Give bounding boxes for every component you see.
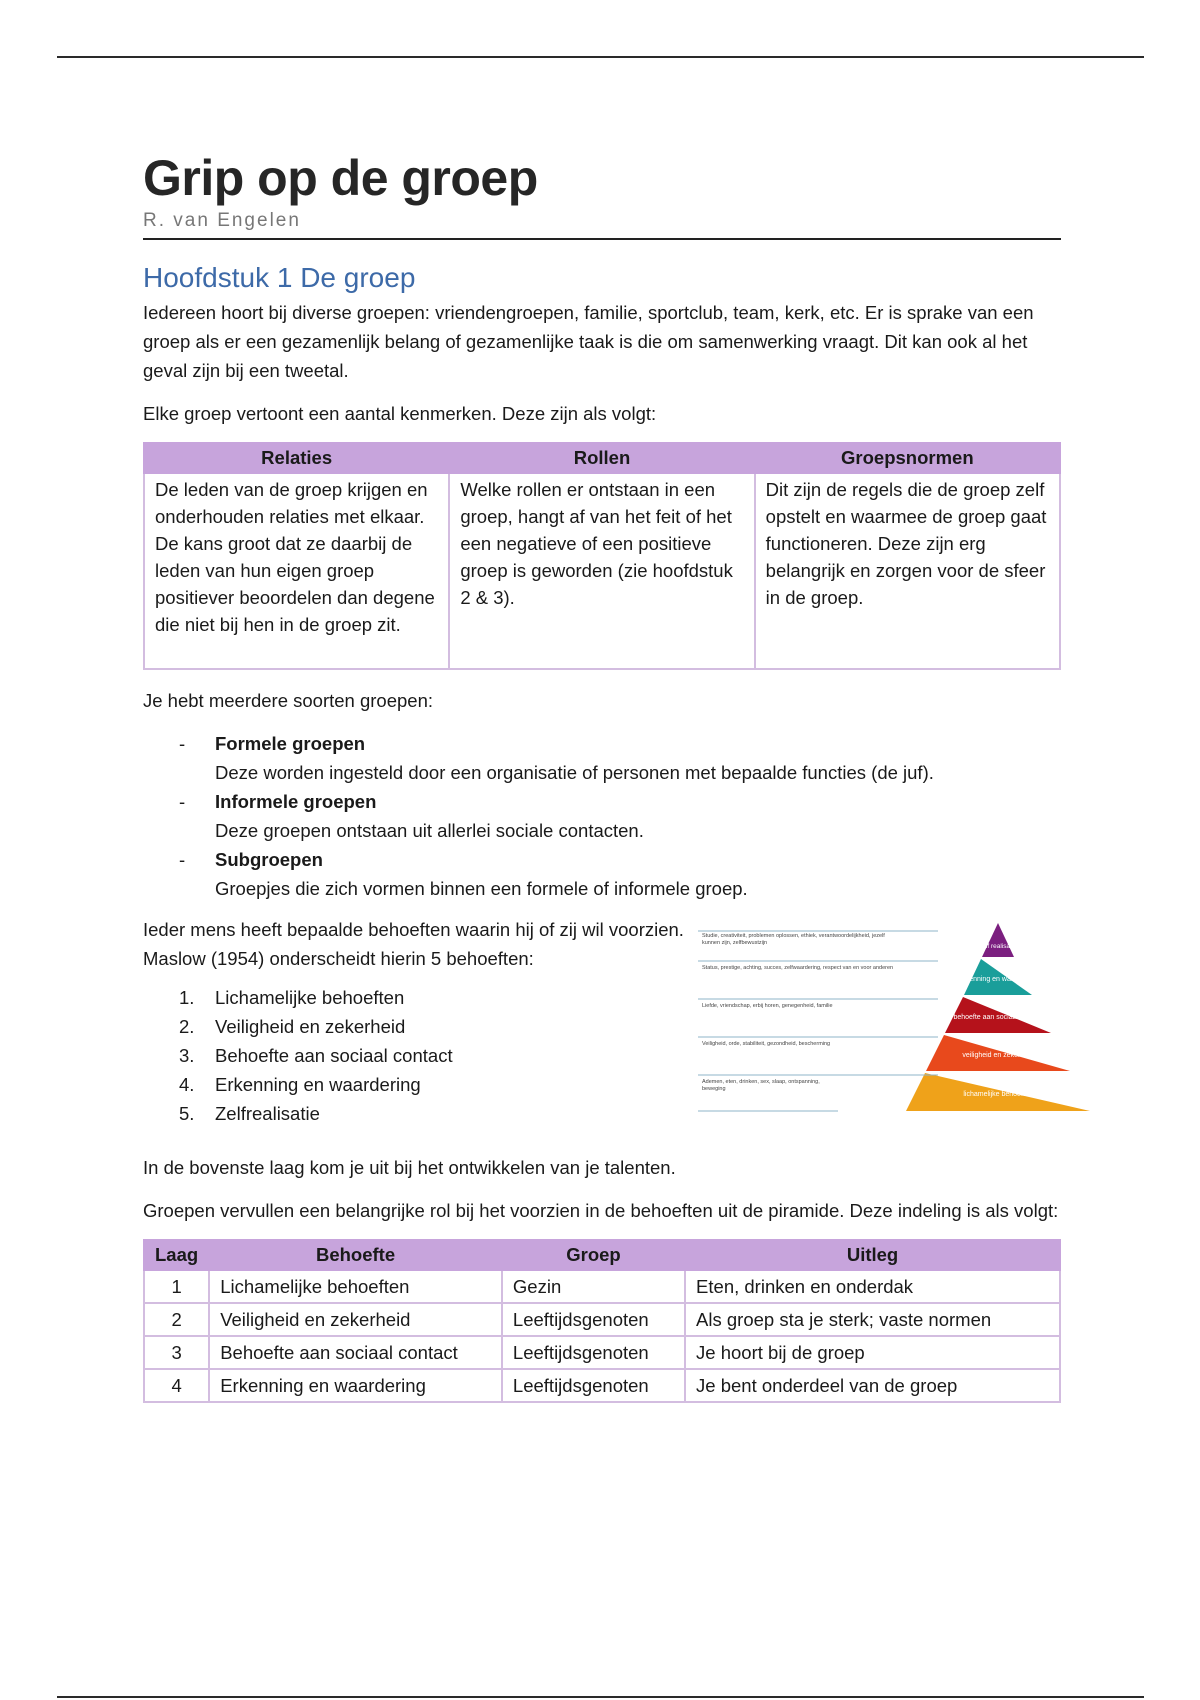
table-cell: Je hoort bij de groep (685, 1336, 1060, 1369)
groepen-soorten-list (143, 729, 1061, 903)
list-item-text: Zelfrealisatie (215, 1103, 320, 1124)
table-row (144, 1336, 1060, 1369)
soorten-intro: Je hebt meerdere soorten groepen: (143, 690, 434, 711)
document-title: Grip op de groep (143, 150, 538, 206)
table-row (144, 1270, 1060, 1303)
pyramid-note: Status, prestige, achting, succes, zelfwaardering, respect van en voor anderen (702, 965, 894, 971)
list-item (179, 1041, 703, 1070)
list-item (179, 787, 1061, 845)
list-item (179, 1012, 703, 1041)
pyramid-note: Liefde, vriendschap, erbij horen, genegenheid, familie (702, 1003, 833, 1009)
pyramid-layer-label: erkenning en waardering (959, 976, 1037, 983)
list-item (179, 1070, 703, 1099)
list-number: 4. (179, 1074, 195, 1095)
list-dash: - (179, 849, 186, 870)
table-cell: Behoefte aan sociaal contact (209, 1336, 502, 1369)
list-number: 2. (179, 1016, 195, 1037)
kenmerken-header: Groepsnormen (755, 443, 1060, 473)
pyramid-layer-label: lichamelijke behoeften (963, 1091, 1033, 1098)
table-cell: Leeftijdsgenoten (502, 1369, 685, 1402)
pyramid-note: Ademen, eten, drinken, sex, slaap, ontspanning, beweging (702, 1079, 820, 1092)
table-cell: 1 (144, 1270, 209, 1303)
pyramid-layer-label: veiligheid en zekerheid (962, 1052, 1034, 1059)
list-item (179, 1099, 703, 1128)
chapter-heading: Hoofdstuk 1 De groep (143, 262, 416, 293)
table-cell: Leeftijdsgenoten (502, 1336, 685, 1369)
list-number: 1. (179, 987, 195, 1008)
list-item-title: Subgroepen (215, 849, 323, 870)
list-item-title: Formele groepen (215, 733, 366, 754)
kenmerken-header: Rollen (449, 443, 754, 473)
bovenste-laag-paragraph: In de bovenste laag kom je uit bij het ontwikkelen van je talenten. (143, 1157, 676, 1178)
list-item (179, 845, 1061, 903)
pyramid-note: Studie, creativiteit, problemen oplossen, ethiek, verantwoordelijkheid, jezelf kunnen zijn, zelfbewustzijn (702, 933, 885, 946)
indeling-header: Behoefte (209, 1240, 502, 1270)
kenmerken-intro: Elke groep vertoont een aantal kenmerken. Deze zijn als volgt: (143, 403, 657, 424)
list-item-text: Lichamelijke behoeften (215, 987, 405, 1008)
kenmerken-cell: De leden van de groep krijgen en onderhouden relaties met elkaar. De kans groot dat ze daarbij de leden van hun eigen groep positiever beoordelen dan degene die niet bij hen in de groep zit. (144, 473, 449, 669)
table-cell: Eten, drinken en onderdak (685, 1270, 1060, 1303)
table-cell: 2 (144, 1303, 209, 1336)
maslow-section (143, 915, 1061, 1153)
title-divider (143, 238, 1061, 240)
list-item-desc: Deze worden ingesteld door een organisatie of personen met bepaalde functies (de juf). (215, 762, 934, 783)
list-item-title: Informele groepen (215, 791, 377, 812)
table-row (144, 1303, 1060, 1336)
list-item (179, 983, 703, 1012)
document-author: R. van Engelen (143, 210, 301, 231)
indeling-header: Laag (144, 1240, 209, 1270)
table-cell: 4 (144, 1369, 209, 1402)
table-cell: Veiligheid en zekerheid (209, 1303, 502, 1336)
table-cell: Leeftijdsgenoten (502, 1303, 685, 1336)
table-row (144, 1369, 1060, 1402)
kenmerken-cell: Welke rollen er ontstaan in een groep, hangt af van het feit of het een negatieve of een positieve groep is geworden (zie hoofdstuk 2 & 3). (449, 473, 754, 669)
indeling-table (143, 1239, 1061, 1403)
list-item-desc: Deze groepen ontstaan uit allerlei sociale contacten. (215, 820, 644, 841)
pyramid-layer-zelfrealisatie (982, 923, 1014, 957)
list-item-text: Erkenning en waardering (215, 1074, 421, 1095)
table-cell: Je bent onderdeel van de groep (685, 1369, 1060, 1402)
table-cell: Gezin (502, 1270, 685, 1303)
behoeften-list (143, 983, 703, 1128)
pyramid-layer-label: behoefte aan sociaal contact (953, 1014, 1043, 1021)
pyramid-note: Veiligheid, orde, stabiliteit, gezondheid, bescherming (702, 1041, 831, 1047)
list-dash: - (179, 733, 186, 754)
kenmerken-header: Relaties (144, 443, 449, 473)
list-item-desc: Groepjes die zich vormen binnen een formele of informele groep. (215, 878, 748, 899)
table-cell: 3 (144, 1336, 209, 1369)
list-number: 3. (179, 1045, 195, 1066)
list-dash: - (179, 791, 186, 812)
document-page (143, 148, 1061, 1403)
list-item-text: Behoefte aan sociaal contact (215, 1045, 453, 1066)
kenmerken-table (143, 442, 1061, 670)
list-item-text: Veiligheid en zekerheid (215, 1016, 406, 1037)
indeling-header: Uitleg (685, 1240, 1060, 1270)
table-cell: Als groep sta je sterk; vaste normen (685, 1303, 1060, 1336)
maslow-pyramid-figure (698, 915, 1118, 1125)
top-rule (57, 56, 1144, 58)
list-item (179, 729, 1061, 787)
intro-paragraph: Iedereen hoort bij diverse groepen: vriendengroepen, familie, sportclub, team, kerk, etc. Er is sprake van een groep als er een gezamenlijk belang of gezamenlijke taak is die om samenwerking vraagt. Dit kan ook al het geval zijn bij een tweetal. (143, 302, 1034, 381)
indeling-header: Groep (502, 1240, 685, 1270)
pyramid-layer-label: zelf realisatie (979, 943, 1017, 950)
kenmerken-cell: Dit zijn de regels die de groep zelf opstelt en waarmee de groep gaat functioneren. Deze zijn erg belangrijk en zorgen voor de sfeer in de groep. (755, 473, 1060, 669)
groepen-intro: Groepen vervullen een belangrijke rol bij het voorzien in de behoeften uit de piramide. Deze indeling is als volgt: (143, 1200, 1059, 1221)
bottom-rule (57, 1696, 1144, 1698)
maslow-intro: Ieder mens heeft bepaalde behoeften waarin hij of zij wil voorzien. Maslow (1954) onderscheidt hierin 5 behoeften: (143, 919, 684, 969)
table-cell: Erkenning en waardering (209, 1369, 502, 1402)
table-cell: Lichamelijke behoeften (209, 1270, 502, 1303)
list-number: 5. (179, 1103, 195, 1124)
